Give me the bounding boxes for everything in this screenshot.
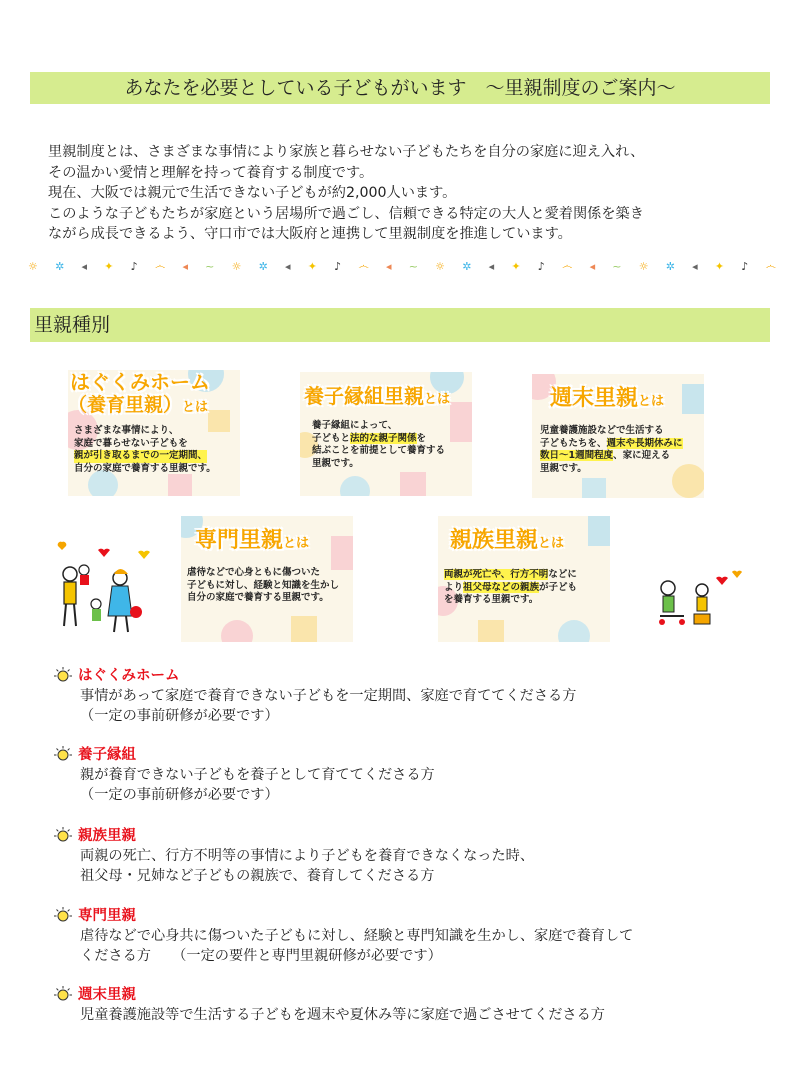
sun-icon (52, 907, 74, 925)
type-list-item-senmon (52, 906, 752, 966)
card-senmon-satooya (181, 516, 353, 642)
card-title: 親族里親とは (450, 528, 565, 553)
intro-line: ながら成長できるよう、守口市では大阪府と連携して里親制度を推進しています。 (48, 226, 572, 242)
card-body: 両親が死亡や、行方不明などに より祖父母などの親族が子ども を養育する里親です。 (444, 569, 578, 605)
section-title: 里親種別 (30, 308, 770, 342)
card-subtitle: （養育里親）とは (68, 394, 209, 416)
list-title: 親族里親 (78, 828, 136, 844)
type-list-item-hagukumi (52, 666, 752, 726)
card-body: 養子縁組によって、 子どもと法的な親子関係を 結ぶことを前提として養育する 里親です。 (312, 420, 446, 469)
sun-icon (52, 986, 74, 1004)
list-line: 祖父母・兄姉など子どもの親族で、養育してくださる方 (80, 868, 435, 884)
card-body: 児童養護施設などで生活する 子どもたちを、週末や長期休みに 数日～1週間程度、家に迎える 里親です。 (540, 425, 683, 474)
kids-illustration (654, 568, 744, 634)
card-title: 養子縁組里親とは (304, 384, 451, 408)
card-hagukumi-home (68, 370, 240, 496)
intro-line: 現在、大阪では親元で生活できない子どもが約2,000人います。 (48, 185, 457, 201)
banner-title: あなたを必要としている子どもがいます ～里親制度のご案内～ (30, 72, 770, 104)
list-line: （一定の事前研修が必要です） (80, 708, 279, 724)
sun-icon (52, 746, 74, 764)
card-shumatsu-satooya (532, 374, 704, 498)
list-line: 親が養育できない子どもを養子として育ててくださる方 (80, 767, 435, 783)
type-list-item-yoshi (52, 745, 752, 805)
sun-icon (52, 667, 74, 685)
card-shinzoku-satooya (438, 516, 610, 642)
list-line: （一定の事前研修が必要です） (80, 787, 279, 803)
card-body: さまざまな事情により、 家庭で暮らせない子どもを 親が引き取るまでの一定期間、 自分の家庭で養育する里親です。 (74, 425, 216, 474)
type-list-item-shinzoku (52, 826, 752, 886)
card-yoshi-engumi (300, 372, 472, 496)
list-title: 養子縁組 (78, 747, 136, 763)
list-line: 虐待などで心身共に傷ついた子どもに対し、経験と専門知識を生かし、家庭で養育して (80, 928, 634, 944)
type-list-item-shumatsu (52, 985, 752, 1025)
card-title: 週末里親とは (550, 386, 665, 411)
list-line: 事情があって家庭で養育できない子どもを一定期間、家庭で育ててくださる方 (80, 688, 577, 704)
list-line: 児童養護施設等で生活する子どもを週末や夏休み等に家庭で過ごさせてくださる方 (80, 1007, 605, 1023)
list-title: 週末里親 (78, 987, 136, 1003)
family-illustration (48, 540, 156, 636)
card-title: はぐくみホーム (70, 370, 210, 394)
list-line: 両親の死亡、行方不明等の事情により子どもを養育できなくなった時、 (80, 848, 535, 864)
decorative-divider: ☼ ✲ ◂ ✦ ♪ ෴ ◂ ~ ☼ ✲ ◂ ✦ ♪ ෴ ◂ ~ ☼ ✲ ◂ ✦ ♪ ෴ ◂ ~ ☼ ✲ ◂ ✦ ♪ ෴ (28, 259, 776, 273)
intro-text (48, 142, 768, 245)
list-title: 専門里親 (78, 908, 136, 924)
sun-icon (52, 827, 74, 845)
list-title: はぐくみホーム (78, 668, 180, 684)
card-body: 虐待などで心身ともに傷ついた 子どもに対し、経験と知識を生かし 自分の家庭で養育する里親です。 (187, 567, 340, 603)
intro-line: その温かい愛情と理解を持って養育する制度です。 (48, 164, 374, 181)
intro-line: このような子どもたちが家庭という居場所で過ごし、信頼できる特定の大人と愛着関係を築き (48, 205, 644, 222)
card-title: 専門里親とは (195, 528, 310, 553)
list-line: くださる方 （一定の要件と専門里親研修が必要です） (80, 948, 442, 964)
intro-line: 里親制度とは、さまざまな事情により家族と暮らせない子どもたちを自分の家庭に迎え入れ、 (48, 144, 645, 160)
